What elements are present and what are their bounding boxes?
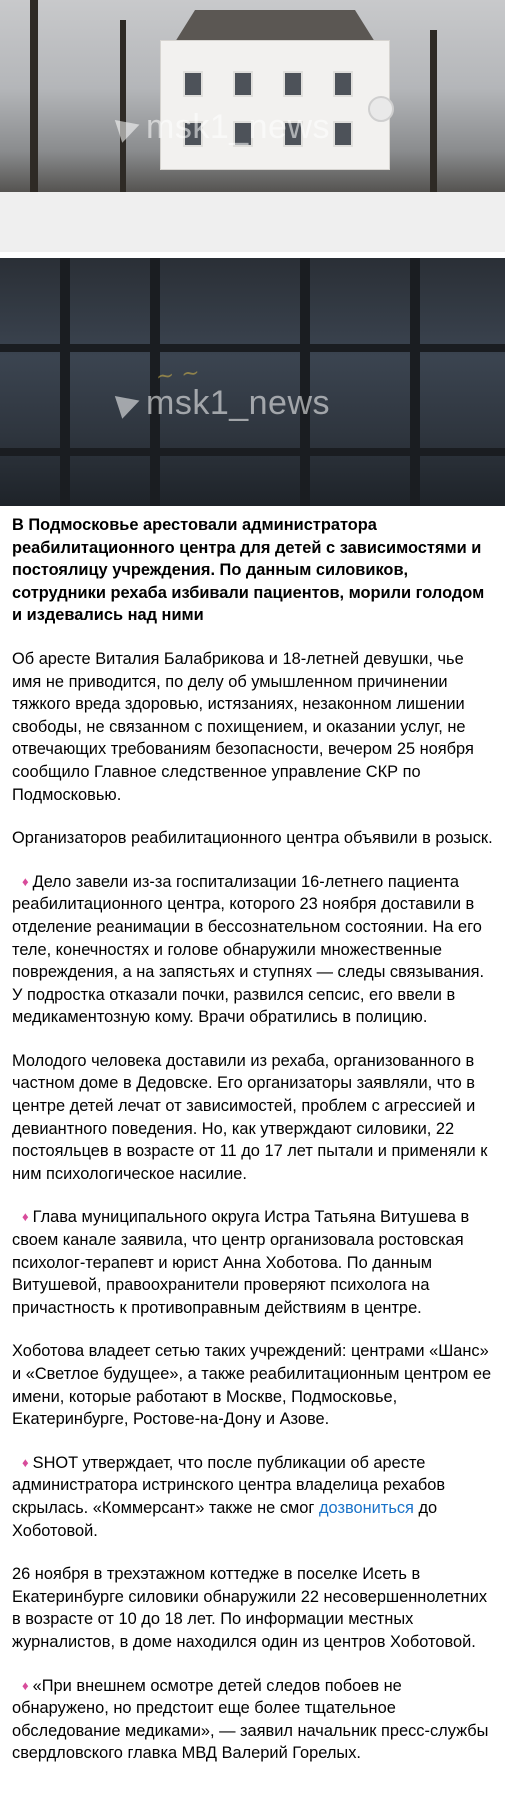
photo-window-bars[interactable] — [0, 258, 505, 506]
tree-trunk — [430, 30, 437, 210]
article-body — [0, 506, 505, 1765]
pink-diamond-icon: ♦ — [22, 873, 29, 889]
paragraph: ♦ «При внешнем осмотре детей следов побоев не обнаружено, но предстоит еще более тщательное обследование медиками», — заявил начальник пресс-службы свердловского главка МВД Валерий Горелых. — [12, 1676, 489, 1763]
telegram-icon — [115, 113, 143, 143]
satellite-dish — [368, 96, 394, 122]
pink-diamond-icon: ♦ — [22, 1209, 29, 1225]
telegram-icon — [115, 389, 143, 419]
watermark: msk1_news — [118, 384, 330, 423]
paragraph: 26 ноября в трехэтажном коттедже в поселке Исеть в Екатеринбурге силовики обнаружили 22 несовершеннолетних в возрасте от 10 до 18 лет. По информации местных журналистов, в доме находился один из центров Хоботовой. — [12, 1565, 488, 1651]
snow-ground — [0, 192, 505, 252]
house-facade — [160, 40, 390, 170]
graffiti-scribble: ~ ~ — [154, 360, 201, 390]
paragraph: Молодого человека доставили из рехаба, организованного в частном доме в Дедовске. Его организаторы заявляли, что в центре детей лечат от зависимостей, проблем с агрессией и девиантного поведения. Но, как утверждают силовики, 22 постояльцев в возрасте от 11 до 17 лет пытали и применяли к ним психологическое насилие. — [12, 1051, 488, 1183]
pink-diamond-icon: ♦ — [22, 1677, 29, 1693]
pink-diamond-icon: ♦ — [22, 1454, 29, 1470]
paragraph: ♦ Дело завели из-за госпитализации 16-летнего пациента реабилитационного центра, которого 23 ноября доставили в отделение реанимации в бессознательном состоянии. На его теле, конечностях и голове обнаружили множественные повреждения, а на запястьях и ступнях — следы связывания. У подростка отказали почки, развился сепсис, его ввели в медикаментозную кому. Врачи обратились в полицию. — [12, 872, 485, 1027]
window-bar — [300, 258, 310, 506]
paragraph: Об аресте Виталия Балабрикова и 18-летней девушки, чье имя не приводится, по делу об умышленном причинении тяжкого вреда здоровью, истязаниях, незаконном лишении свободы, не связанном с похищением, и оказании услуг, не отвечающих требованиям безопасности, вечером 25 ноября сообщило Главное следственное управление СКР по Подмосковью. — [12, 649, 474, 804]
window-bar — [410, 258, 420, 506]
window-bar — [0, 448, 505, 456]
window-bar — [0, 344, 505, 352]
article-lead: В Подмосковье арестовали администратора реабилитационного центра для детей с зависимостями и постоялицу учреждения. По данным силовиков, сотрудники рехаба избивали пациентов, морили голодом и издевались над ними — [12, 516, 485, 625]
paragraph: ♦ SHOT утверждает, что после публикации об аресте администратора истринского центра владелица рехабов скрылась. «Коммерсант» также не смог дозвониться до Хоботовой. — [12, 1453, 446, 1540]
dozvonitsya-link[interactable]: дозвониться — [318, 1498, 414, 1517]
watermark: msk1_news — [118, 108, 330, 147]
paragraph: Организаторов реабилитационного центра объявили в розыск. — [12, 829, 493, 848]
window-bar — [60, 258, 70, 506]
paragraph: ♦ Глава муниципального округа Истра Татьяна Витушева в своем канале заявила, что центр организовала ростовская психолог-терапевт и юрист Анна Хоботова. По данным Витушевой, правоохранители проверяют психолога на причастность к противоправным действиям в центре. — [12, 1208, 470, 1317]
paragraph: Хоботова владеет сетью таких учреждений: центрами «Шанс» и «Светлое будущее», а также реабилитационным центром ее имени, которые работают в Москве, Подмосковье, Екатеринбурге, Ростове-на-Дону и Азове. — [12, 1342, 492, 1429]
tree-trunk — [30, 0, 38, 210]
photo-house[interactable] — [0, 0, 505, 252]
